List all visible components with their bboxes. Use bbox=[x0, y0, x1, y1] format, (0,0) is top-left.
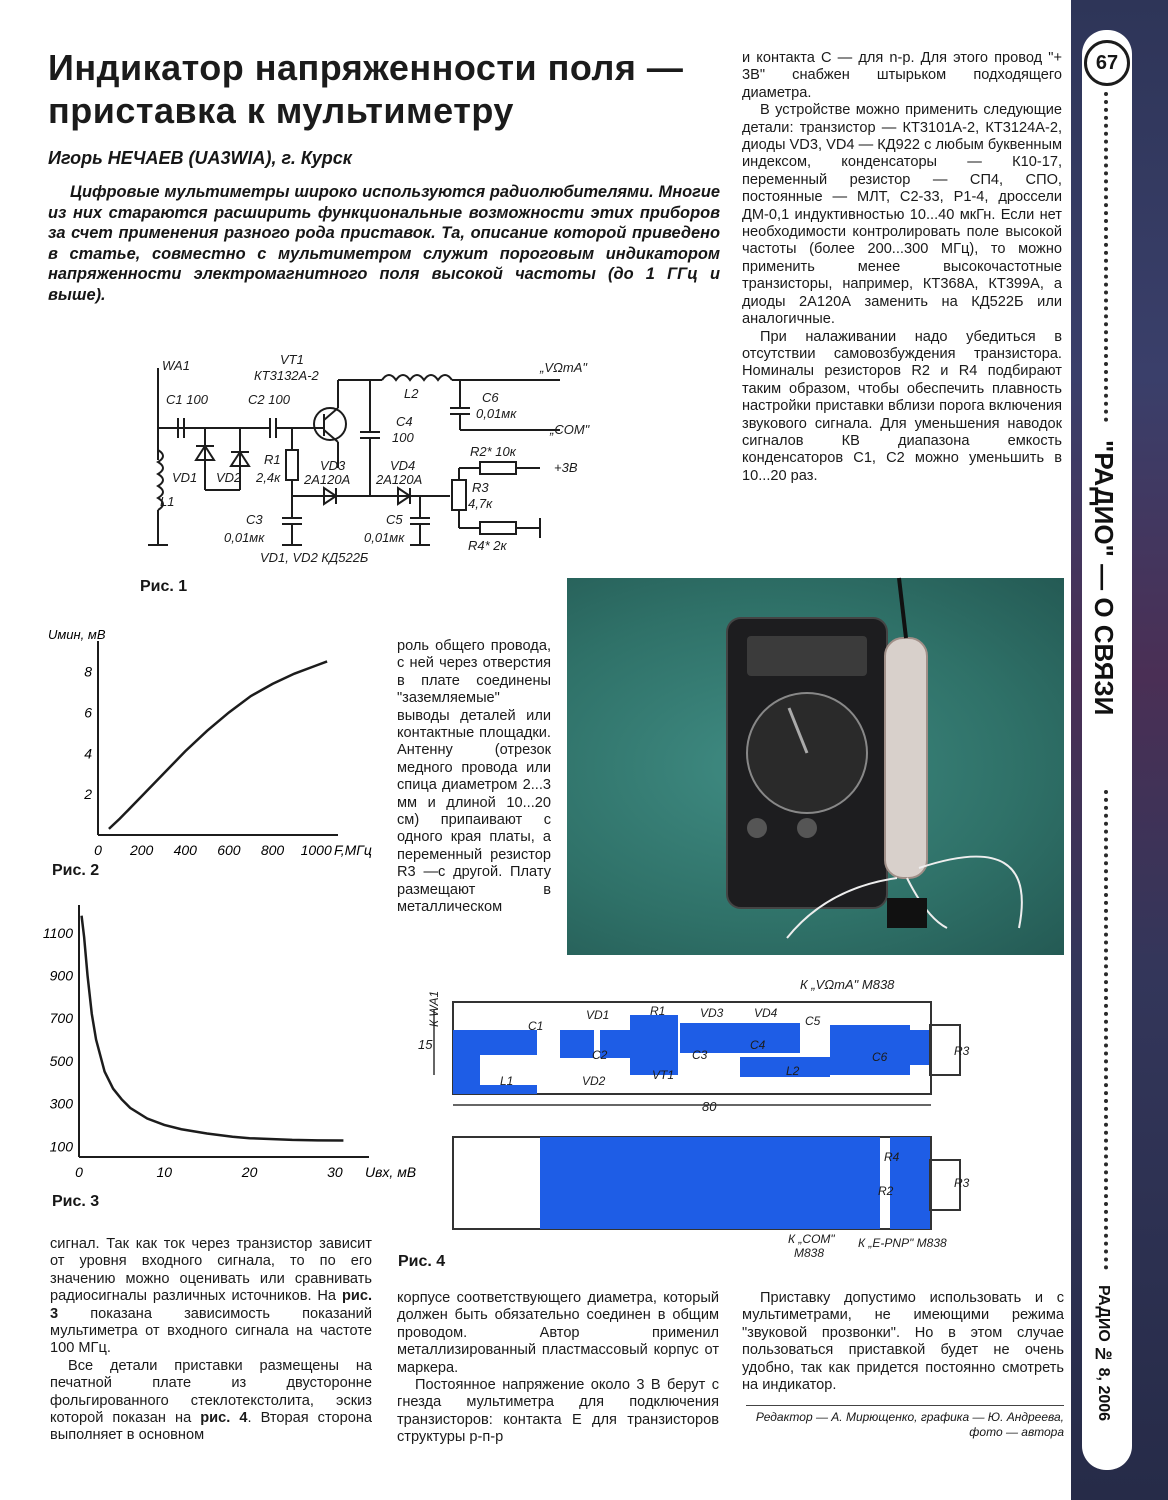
x-axis-label: Uвх, мВ bbox=[365, 1164, 417, 1180]
label-r3-val: 4,7к bbox=[468, 496, 493, 511]
y-tick-label: 1100 bbox=[42, 924, 73, 941]
paragraph: В устройстве можно применить следующие детали: транзистор — КТ3101А-2, КТ3124А-2, диоды VD3, VD4 — КД922 с любым буквенным индексом, конденсаторы — К10-17, переменный резистор — СП4, СПО, постоянные — МЛТ, С2-33, Р1-4, дроссели ДМ-0,1 индуктивностью 10...40 мкГн. Если нет необходимости контролировать поле высокой частоты (более 200...300 МГц), то можно применить менее высокочастотные транзисторы, например, КТ368А, КТ399А, а диоды 2А120А заменить на КД522Б или аналогичные. bbox=[742, 102, 1062, 328]
label-vd4-type: 2А120А bbox=[376, 472, 423, 487]
label-vt1: VT1 bbox=[280, 352, 304, 367]
label-c5: С5 bbox=[386, 512, 403, 527]
chart-figure-2 bbox=[50, 625, 380, 865]
x-tick-label: 400 bbox=[173, 842, 197, 858]
pcb-label-r3: R3 bbox=[954, 1044, 970, 1058]
label-l2: L2 bbox=[404, 386, 419, 401]
pcb-label-c5: С5 bbox=[805, 1014, 821, 1028]
label-c4: С4 bbox=[396, 414, 413, 429]
multimeter-display bbox=[747, 636, 867, 676]
y-tick-label: 8 bbox=[84, 663, 92, 680]
label-c1: С1 100 bbox=[166, 392, 208, 407]
paragraph: Все детали приставки размещены на печатной плате из двусторонне фольгированного стеклотекстолита, эскиз которой показан на рис. 4. Вторая сторона выполняет в основном bbox=[50, 1357, 373, 1444]
sidebar-section-label: "РАДИО" — О СВЯЗИ bbox=[1089, 440, 1119, 716]
label-wa1: WA1 bbox=[162, 358, 190, 373]
pcb-figure-4 bbox=[410, 975, 980, 1265]
pcb-label-vd4: VD4 bbox=[754, 1006, 778, 1020]
pcb-label-vd1: VD1 bbox=[586, 1008, 610, 1022]
paragraph: Постоянное напряжение около 3 В берут с гнезда мультиметра для подключения транзисторов: контакта Е для транзисторов структуры р-п-р bbox=[397, 1377, 719, 1446]
label-c4-val: 100 bbox=[392, 430, 414, 445]
pcb-label-m838: М838 bbox=[794, 1246, 825, 1260]
x-tick-label: 0 bbox=[94, 842, 102, 858]
caption-fig1: Рис. 1 bbox=[140, 578, 188, 595]
antenna-wire bbox=[899, 578, 906, 638]
pcb-label-r3b: R3 bbox=[954, 1176, 970, 1190]
y-tick-label: 700 bbox=[49, 1010, 73, 1027]
x-axis-label: F,МГц bbox=[334, 842, 372, 858]
pcb-label-l2: L2 bbox=[786, 1064, 800, 1078]
label-c6: С6 bbox=[482, 390, 499, 405]
caption-fig4: Рис. 4 bbox=[398, 1253, 446, 1270]
multimeter-photo-drawing bbox=[567, 578, 1064, 955]
label-l1: L1 bbox=[160, 494, 175, 509]
pcb-label-r2: R2 bbox=[878, 1184, 894, 1198]
label-vs: „VΩmA" bbox=[540, 360, 588, 375]
pcb-label-vd2: VD2 bbox=[582, 1074, 606, 1088]
x-tick-label: 30 bbox=[327, 1164, 343, 1180]
text-column-right-top bbox=[742, 50, 1062, 485]
paragraph: сигнал. Так как ток через транзистор зависит от уровня входного сигнала, то по его значению можно оценивать или сравнивать радиосигналы различных источников. На рис. 3 показана зависимость показаний мультиметра от входного сигнала на частоте 100 МГц. bbox=[50, 1236, 372, 1357]
label-c2: С2 100 bbox=[248, 392, 290, 407]
editor-credits: Редактор — А. Мирющенко, графика — Ю. Андреева, фото — автора bbox=[755, 1410, 1064, 1439]
text-column-right-bottom bbox=[742, 1290, 1064, 1394]
multimeter-photo bbox=[567, 578, 1064, 955]
x-tick-label: 600 bbox=[217, 842, 241, 858]
sidebar-issue-label: РАДИО № 8, 2006 bbox=[1095, 1285, 1112, 1422]
y-tick-label: 2 bbox=[84, 786, 92, 803]
pcb-label-to-vs: К „VΩmA" М838 bbox=[800, 977, 895, 992]
pcb-label-vt1: VT1 bbox=[652, 1068, 675, 1082]
probe-lead bbox=[919, 857, 1022, 928]
pcb-label-wa1: К WA1 bbox=[427, 990, 441, 1027]
probe-marker-body bbox=[885, 638, 927, 878]
label-r1-val: 2,4к bbox=[256, 470, 281, 485]
author-line: Игорь НЕЧАЕВ (UA3WIA), г. Курск bbox=[48, 148, 352, 168]
x-tick-label: 20 bbox=[241, 1164, 258, 1180]
y-tick-label: 900 bbox=[49, 967, 73, 984]
pcb-label-r4: R4 bbox=[884, 1150, 900, 1164]
caption-fig3: Рис. 3 bbox=[52, 1193, 100, 1210]
label-plus3v: +3В bbox=[554, 460, 578, 475]
label-vd2: VD2 bbox=[216, 470, 242, 485]
y-tick-label: 500 bbox=[49, 1052, 73, 1069]
caption-fig2: Рис. 2 bbox=[52, 862, 100, 879]
pcb-label-to-epnp: К „E-PNP" М838 bbox=[858, 1236, 947, 1250]
label-c3: С3 bbox=[246, 512, 263, 527]
jack-com bbox=[747, 818, 767, 838]
pcb-label-to-com: К „COM" bbox=[788, 1232, 835, 1246]
label-c3-val: 0,01мк bbox=[224, 530, 265, 545]
pcb-label-c1: С1 bbox=[528, 1019, 544, 1033]
y-tick-label: 4 bbox=[84, 745, 92, 762]
x-tick-label: 10 bbox=[156, 1164, 173, 1180]
jack-v bbox=[797, 818, 817, 838]
article-title: Индикатор напряженности поля — приставка к мультиметру bbox=[48, 47, 684, 131]
paragraph: роль общего провода, с ней через отверстия в плате соединены "заземляемые" выводы деталей или контактные площадки. Антенну (отрезок медного провода или спица диаметром 2...3 мм и длиной 10...20 см) припаивают с одного края платы, а переменный резистор R3 —с другой. Плату размещают в металлическом bbox=[397, 638, 551, 916]
label-c5-val: 0,01мк bbox=[364, 530, 405, 545]
y-tick-label: 6 bbox=[84, 704, 92, 721]
label-r4: R4* 2к bbox=[468, 538, 507, 553]
pcb-label-dim15: 15 bbox=[418, 1037, 433, 1052]
x-tick-label: 0 bbox=[75, 1164, 83, 1180]
pcb-bottom-ground-plane bbox=[540, 1137, 930, 1229]
series-line bbox=[82, 916, 344, 1141]
schematic-figure-1 bbox=[120, 350, 610, 580]
chart-figure-3 bbox=[42, 895, 417, 1195]
pcb-label-c3: С3 bbox=[692, 1048, 708, 1062]
y-tick-label: 300 bbox=[49, 1095, 73, 1112]
lead-paragraph: Цифровые мультиметры широко используются радиолюбителями. Многие из них стараются расширить функциональные возможности этих приборов за счет применения разного рода приставок. Та, описание которой приведено в статье, совместно с мультиметром служит пороговым индикатором напряженности электромагнитного поля высокой частоты (до 1 ГГц и выше). bbox=[48, 183, 720, 304]
paragraph: и контакта С — для n-p. Для этого провод "+ 3В" снабжен штырьком подходящего диаметра. bbox=[742, 50, 1062, 101]
dotted-divider bbox=[1104, 790, 1112, 1270]
text-column-left-bottom bbox=[50, 1236, 372, 1445]
connector bbox=[887, 898, 927, 928]
pcb-label-dim80: 80 bbox=[702, 1099, 717, 1114]
paragraph: корпусе соответствующего диаметра, который должен быть обязательно соединен в общим проводом. Автор применил металлизированный пластмассовый корпус от маркера. bbox=[397, 1290, 719, 1376]
series-line bbox=[109, 661, 327, 828]
label-vt1-type: КТ3132А-2 bbox=[254, 368, 319, 383]
label-vd3-type: 2А120А bbox=[304, 472, 351, 487]
text-column-middle bbox=[397, 638, 551, 917]
pcb-label-vd3: VD3 bbox=[700, 1006, 724, 1020]
page-number: 67 bbox=[1084, 40, 1130, 86]
dotted-divider bbox=[1104, 92, 1112, 422]
x-tick-label: 1000 bbox=[300, 842, 332, 858]
label-com: „COM" bbox=[550, 422, 590, 437]
label-c6-val: 0,01мк bbox=[476, 406, 517, 421]
pcb-label-c2: С2 bbox=[592, 1048, 608, 1062]
y-axis-label: Uмин, мВ bbox=[48, 627, 106, 642]
pcb-label-l1: L1 bbox=[500, 1074, 514, 1088]
x-tick-label: 200 bbox=[129, 842, 154, 858]
label-r3: R3 bbox=[472, 480, 489, 495]
paragraph: Приставку допустимо использовать и с мультиметрами, не имеющими режима "звуковой прозвонки". Но в этом случае пользоваться приставкой будет не очень удобно, так как придется постоянно смотреть на индикатор. bbox=[742, 1290, 1064, 1394]
label-r2: R2* 10к bbox=[470, 444, 516, 459]
editor-divider bbox=[746, 1405, 1064, 1406]
text-column-middle-bottom bbox=[397, 1290, 719, 1447]
label-r1: R1 bbox=[264, 452, 281, 467]
y-tick-label: 100 bbox=[49, 1138, 73, 1155]
label-vd4: VD4 bbox=[390, 458, 416, 473]
pcb-label-c4: С4 bbox=[750, 1038, 766, 1052]
label-vd1: VD1 bbox=[172, 470, 198, 485]
pcb-label-r1: R1 bbox=[650, 1004, 666, 1018]
label-vd3: VD3 bbox=[320, 458, 346, 473]
paragraph: При налаживании надо убедиться в отсутствии самовозбуждения транзистора. Номиналы резисторов R2 и R4 подбирают таким образом, чтобы обеспечить плавность настройки приставки вблизи порога включения звукового сигнала. Для уменьшения наводок сигналов КВ диапазона емкость конденсаторов С1, С2 можно уменьшить в 10...20 раз. bbox=[742, 328, 1062, 484]
pcb-label-c6: С6 bbox=[872, 1050, 888, 1064]
label-diodes: VD1, VD2 КД522Б bbox=[260, 550, 369, 565]
x-tick-label: 800 bbox=[260, 842, 285, 858]
